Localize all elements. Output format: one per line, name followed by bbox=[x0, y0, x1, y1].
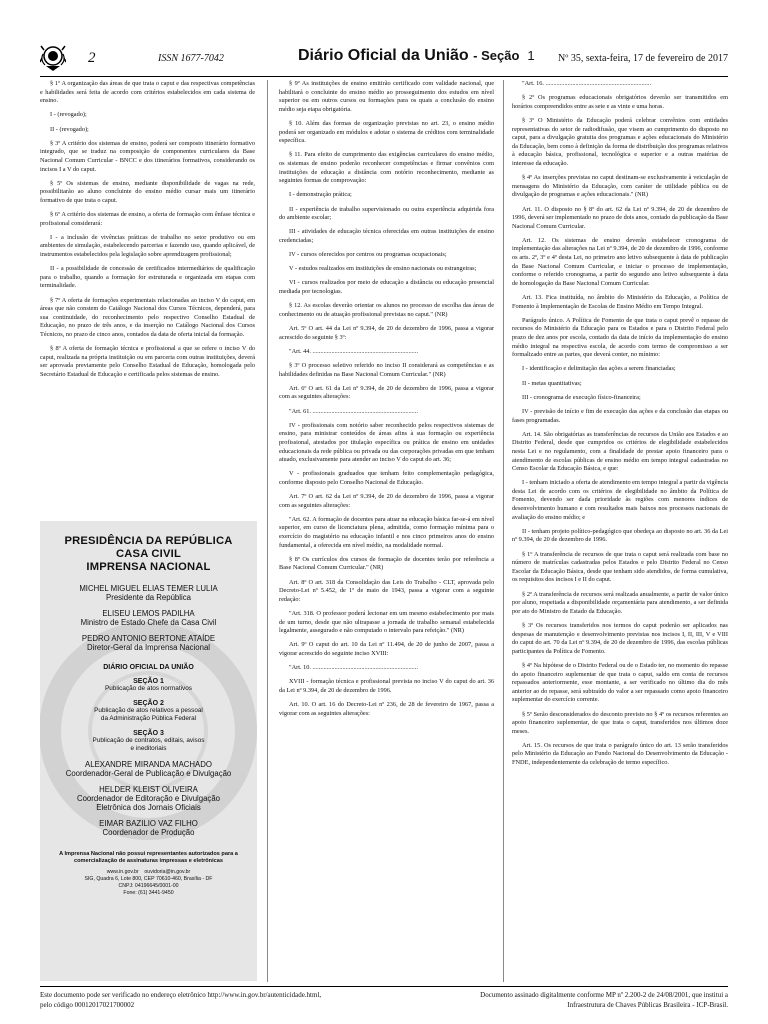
paragraph: V - profissionais graduados que tenham feito complementação pedagógica, conforme disposto pelo Conselho Nacional de Educação. bbox=[279, 470, 494, 486]
verification-line: Este documento pode ser verificado no endereço eletrônico http://www.in.gov.br/autenticidade.html, bbox=[40, 991, 322, 999]
paragraph: VI - cursos realizados por meio de educação a distância ou educação presencial mediada por tecnologias. bbox=[279, 279, 494, 296]
paragraph: Parágrafo único. A Política de Fomento de que trata o caput prevê o repasse de recursos do Ministério da Educação para os Estados e para o Distrito Federal pelo prazo de dez anos por escola, contado da data de início da implementação do ensino médio integral na respectiva escola, de acordo com termo de compromisso a ser formalizado entre as partes, que deverá conter, no mínimo: bbox=[512, 316, 728, 359]
signature-line: Infraestrutura de Chaves Públicas Brasileira - ICP-Brasil. bbox=[567, 1001, 728, 1009]
staff-name: HELDER KLEIST OLIVEIRA bbox=[99, 785, 198, 794]
paragraph: II - metas quantitativas; bbox=[522, 379, 582, 387]
column-divider bbox=[267, 80, 268, 982]
column-1 bbox=[40, 80, 255, 385]
staff-role: Coordenador-Geral de Publicação e Divulgação bbox=[65, 769, 232, 778]
paragraph: II - experiência de trabalho supervisionado ou outra experiência adquirida fora do ambiente escolar; bbox=[279, 205, 494, 222]
page-header bbox=[40, 44, 728, 74]
footer-rule bbox=[40, 986, 728, 987]
notice-text: A Imprensa Nacional não possui representantes autorizados para a comercialização de assinaturas impressas e eletrônicas bbox=[59, 851, 238, 864]
paragraph: II - (revogado); bbox=[50, 125, 89, 133]
website-link[interactable]: www.in.gov.br bbox=[106, 869, 139, 875]
paragraph: II - a possibilidade de concessão de certificados intermediários de qualificação para o trabalho, quando a formação for estruturada e organizada em etapas com terminalidade. bbox=[40, 265, 255, 290]
paragraph: § 8º A oferta de formação técnica e profissional a que se refere o inciso V do caput, realizada na própria instituição ou em parceria com outras instituições, deverá ser aprovada previamente pelo Conselho Estadual de Educação, homologada pelo Secretário Estadual de Educação e certificada pelos sistemas de ensino. bbox=[40, 345, 255, 378]
paragraph: § 4º Na hipótese de o Distrito Federal ou de o Estado ter, no momento do repasse do apoio financeiro suplementar de que trata o caput, saldo em conta de recursos repassados anteriormente, esse montante, a ser verificado no último dia do mês anterior ao do repasse, será subtraído do valor a ser repassado como apoio financeiro suplementar do exercício corrente. bbox=[512, 661, 728, 704]
paragraph: I - tenham iniciado a oferta de atendimento em tempo integral a partir da vigência desta Lei de acordo com os critérios de elegibilidade no âmbito da Política de Fomento, devendo ser dada prioridade às regiões com menores índices de desenvolvimento humano e com resultados mais baixos nos processos nacionais de avaliação do ensino médio; e bbox=[512, 479, 728, 521]
paragraph: IV - profissionais com notório saber reconhecido pelos respectivos sistemas de ensino, para ministrar conteúdos de áreas afins à sua formação ou experiência profissional, atestados por titulação específica ou prática de ensino em unidades educacionais da rede pública ou privada ou das corporações privadas em que tenham atuado, exclusivamente para atender ao inciso V do caput do art. 36; bbox=[279, 421, 494, 464]
paragraph: III - atividades de educação técnica oferecidas em outras instituições de ensino credenciadas; bbox=[279, 228, 494, 244]
paragraph: § 2º A transferência de recursos será realizada anualmente, a partir de valor único por aluno, respeitada a disponibilidade orçamentária para atendimento, a ser definida por ato do Ministro de Estado da Educação. bbox=[512, 590, 728, 615]
paragraph: Art. 12. Os sistemas de ensino deverão estabelecer cronograma de implementação das alterações na Lei nº 9.394, de 20 de dezembro de 1996, conforme os arts. 2º, 3º e 4º desta Lei, no primeiro ano letivo subsequente à data de publicação da Base Nacional Comum Curricular, e iniciar o processo de implementação, conforme o referido cronograma, a partir do segundo ano letivo subsequente à data de homologação da Base Nacional Comum Curricular. bbox=[512, 236, 728, 287]
masthead-title-line: CASA CIVIL bbox=[116, 548, 181, 560]
paragraph: I - identificação e delimitação das ações a serem financiadas; bbox=[522, 365, 676, 373]
official-name: PEDRO ANTONIO BERTONE ATAÍDE bbox=[81, 634, 216, 643]
cnpj-text: CNPJ: 04196645/0001-00 bbox=[118, 883, 179, 889]
paragraph: § 2º Os programas educacionais obrigatórios deverão ser transmitidos em horários compreendidos entre as sete e as vinte e uma horas. bbox=[512, 94, 728, 110]
official-name: MICHEL MIGUEL ELIAS TEMER LULIA bbox=[79, 584, 218, 593]
paragraph: III - cronograma de execução físico-financeira; bbox=[522, 393, 641, 401]
section-name: SEÇÃO 3 bbox=[133, 730, 164, 737]
section-name: SEÇÃO 2 bbox=[133, 700, 164, 707]
email-link[interactable]: ouvidoria@in.gov.br bbox=[144, 869, 191, 875]
paragraph: Art. 9º O caput do art. 10 da Lei nº 11.494, de 20 de junho de 2007, passa a vigorar acrescido do seguinte inciso XVIII: bbox=[279, 641, 494, 657]
paragraph: "Art. 10. ................................................................... bbox=[289, 664, 419, 672]
signature-line: Documento assinado digitalmente conforme MP nº 2.200-2 de 24/08/2001, que institui a bbox=[480, 991, 728, 999]
verification-code: pelo código 00012017021700002 bbox=[40, 1001, 135, 1009]
page-number: 2 bbox=[88, 50, 96, 66]
paragraph: Art. 5º O art. 44 da Lei nº 9.394, de 20 de dezembro de 1996, passa a vigorar acrescido do seguinte § 3º: bbox=[279, 325, 494, 341]
section-desc: Publicação de atos relativos a pessoal da Administração Pública Federal bbox=[94, 707, 203, 722]
paragraph: § 5º Os sistemas de ensino, mediante disponibilidade de vagas na rede, possibilitarão ao aluno concluinte do ensino médio cursar mais um itinerário formativo de que trata o caput. bbox=[40, 179, 255, 204]
paragraph: § 3º O processo seletivo referido no inciso II considerará as competências e as habilidades definidas na Base Nacional Comum Curricular." (NR) bbox=[279, 361, 494, 378]
paragraph: § 3º O Ministério da Educação poderá celebrar convênios com entidades representativas do setor de radiodifusão, que visem ao cumprimento do disposto no caput, para a divulgação gratuita dos programas e ações educacionais do Ministério da Educação, bem como à definição da forma de distribuição dos programas relativos à educação básica, profissional, tecnológica e superior e a outras matérias de interesse da educação. bbox=[512, 116, 728, 167]
paragraph: § 11. Para efeito de cumprimento das exigências curriculares do ensino médio, os sistemas de ensino poderão reconhecer competências e firmar convênios com instituições de educação a distância com notório reconhecimento, mediante as seguintes formas de comprovação: bbox=[279, 151, 494, 185]
paragraph: V - estudos realizados em instituições de ensino nacionais ou estrangeiras; bbox=[289, 265, 477, 273]
paragraph: Art. 13. Fica instituída, no âmbito do Ministério da Educação, a Política de Fomento à Implementação de Escolas de Ensino Médio em Tempo Integral. bbox=[512, 294, 728, 310]
masthead-box bbox=[40, 521, 257, 981]
section-name: SEÇÃO 1 bbox=[133, 678, 164, 685]
coat-of-arms-icon bbox=[40, 44, 66, 72]
official-role: Ministro de Estado Chefe da Casa Civil bbox=[80, 618, 217, 627]
dou-heading: DIÁRIO OFICIAL DA UNIÃO bbox=[103, 664, 194, 671]
journal-title-text: Diário Oficial da União bbox=[298, 47, 469, 64]
paragraph: § 1º A transferência de recursos de que trata o caput será realizada com base no número de matrículas cadastradas pelos Estados e pelo Distrito Federal no Censo Escolar da Educação Básica, desde que tenham sido atendidos, de forma cumulativa, os requisitos dos incisos I e II do caput. bbox=[512, 550, 728, 584]
section-desc: Publicação de contratos, editais, avisos e ineditoriais bbox=[92, 737, 205, 752]
paragraph: § 12. As escolas deverão orientar os alunos no processo de escolha das áreas de conhecimento ou de atuação profissional previstas no caput." (NR) bbox=[279, 302, 494, 318]
paragraph: § 10. Além das formas de organização previstas no art. 23, o ensino médio poderá ser organizado em módulos e adotar o sistema de créditos com terminalidade específica. bbox=[279, 119, 494, 145]
masthead-title-line: PRESIDÊNCIA DA REPÚBLICA bbox=[64, 535, 233, 547]
address-text: SIG, Quadra 6, Lote 800, CEP 70610-460, Brasília - DF bbox=[84, 876, 213, 882]
paragraph: § 7º A oferta de formações experimentais relacionadas ao inciso V do caput, em áreas que não constem do Catálogo Nacional dos Cursos Técnicos, dependerá, para sua continuidade, do reconhecimento pelo respectivo Conselho Estadual de Educação, no prazo de três anos, e da inserção no Catálogo Nacional dos Cursos Técnicos, no prazo de cinco anos, contados da data de oferta inicial da formação. bbox=[40, 296, 255, 338]
signature-note bbox=[428, 990, 728, 1010]
issn-label: ISSN 1677-7042 bbox=[158, 53, 224, 64]
paragraph: XVIII - formação técnica e profissional prevista no inciso V do caput do art. 36 da Lei nº 9.394, de 20 de dezembro de 1996. bbox=[279, 678, 494, 694]
paragraph: § 4º As inserções previstas no caput destinam-se exclusivamente à veiculação de mensagens do Ministério da Educação, com caráter de utilidade pública ou de divulgação de programas e ações educacionais." (NR) bbox=[512, 174, 728, 199]
staff-name: ALEXANDRE MIRANDA MACHADO bbox=[85, 760, 212, 769]
paragraph: § 8º Os currículos dos cursos de formação de docentes terão por referência a Base Nacional Comum Curricular." (NR) bbox=[279, 555, 494, 572]
section-label: - Seção bbox=[473, 48, 520, 63]
header-rule bbox=[40, 76, 728, 77]
paragraph: Art. 6º O art. 61 da Lei nº 9.394, de 20 de dezembro de 1996, passa a vigorar com as seguintes alterações: bbox=[279, 384, 494, 401]
column-3 bbox=[512, 80, 728, 773]
staff-name: EIMAR BAZILIO VAZ FILHO bbox=[99, 819, 198, 828]
paragraph: § 3º Os recursos transferidos nos termos do caput poderão ser aplicados nas despesas de manutenção e desenvolvimento previstas nos incisos I, II, III, V e VIII do caput do art. 70 da Lei nº 9.394, de 20 de dezembro de 1996, das escolas públicas participantes da Política de Fomento. bbox=[512, 621, 728, 655]
staff-role: Coordenador de Produção bbox=[102, 828, 195, 837]
paragraph: "Art. 318. O professor poderá lecionar em um mesmo estabelecimento por mais de um turno, desde que não ultrapasse a jornada de trabalho semanal estabelecida legalmente, assegurado e não computado o intervalo para refeição." (NR) bbox=[279, 609, 494, 635]
paragraph: Art. 11. O disposto no § 8º do art. 62 da Lei nº 9.394, de 20 de dezembro de 1996, deverá ser implementado no prazo de dois anos, contado da publicação da Base Nacional Comum Curricular. bbox=[512, 205, 728, 230]
paragraph: § 3º A critério dos sistemas de ensino, poderá ser composto itinerário formativo integrado, que se traduz na composição de componentes curriculares da Base Nacional Comum Curricular - BNCC e dos itinerários formativos, considerando os incisos I a V do caput. bbox=[40, 139, 255, 173]
paragraph: Art. 8º O art. 318 da Consolidação das Leis do Trabalho - CLT, aprovada pelo Decreto-Lei nº 5.452, de 1º de maio de 1943, passa a vigorar com a seguinte redação: bbox=[279, 578, 494, 603]
paragraph: § 1º A organização das áreas de que trata o caput e das respectivas competências e habilidades será feita de acordo com critérios estabelecidos em cada sistema de ensino. bbox=[40, 80, 255, 105]
paragraph: Art. 15. Os recursos de que trata o parágrafo único do art. 13 serão transferidos pelo Ministério da Educação ao Fundo Nacional do Desenvolvimento da Educação - FNDE, independentemente da celebração de termo específico. bbox=[512, 741, 728, 767]
journal-title bbox=[298, 47, 535, 65]
column-divider bbox=[503, 80, 504, 982]
paragraph: § 5º Serão desconsiderados do desconto previsto no § 4º os recursos referentes ao apoio financeiro suplementar, de que trata o caput, transferidos nos últimos doze meses. bbox=[512, 710, 728, 735]
paragraph: § 9º As instituições de ensino emitirão certificado com validade nacional, que habilitará o concluinte do ensino médio ao prosseguimento dos estudos em nível superior ou em outros cursos ou formações para os quais a conclusão do ensino médio seja etapa obrigatória. bbox=[279, 80, 494, 113]
contact-line bbox=[40, 869, 257, 876]
paragraph: IV - previsão de início e fim de execução das ações e da conclusão das etapas ou fases programadas. bbox=[512, 407, 728, 424]
masthead-title bbox=[40, 535, 257, 574]
paragraph: II - tenham projeto político-pedagógico que obedeça ao disposto no art. 36 da Lei nº 9.394, de 20 de dezembro de 1996. bbox=[512, 527, 728, 544]
masthead-footer bbox=[40, 851, 257, 897]
official-role: Presidente da República bbox=[106, 593, 191, 602]
paragraph: "Art. 61. ................................................................... bbox=[289, 407, 419, 415]
paragraph: § 6º A critério dos sistemas de ensino, a oferta de formação com ênfase técnica e profissional considerará: bbox=[40, 211, 255, 227]
official-name: ELISEU LEMOS PADILHA bbox=[102, 609, 195, 618]
phone-text: Fone: (61) 3441-9450 bbox=[123, 890, 174, 896]
section-number: 1 bbox=[527, 48, 535, 63]
column-2 bbox=[279, 80, 494, 724]
verification-note bbox=[40, 990, 340, 1010]
paragraph: "Art. 44. ................................................................... bbox=[289, 347, 419, 355]
section-desc: Publicação de atos normativos bbox=[104, 685, 193, 692]
paragraph: Art. 7º O art. 62 da Lei nº 9.394, de 20 de dezembro de 1996, passa a vigorar com as seguintes alterações: bbox=[279, 493, 494, 509]
issue-date: Nº 35, sexta-feira, 17 de fevereiro de 2017 bbox=[558, 53, 728, 64]
paragraph: Art. 10. O art. 16 do Decreto-Lei nº 236, de 28 de fevereiro de 1967, passa a vigorar com as seguintes alterações: bbox=[279, 701, 494, 717]
official-role: Diretor-Geral da Imprensa Nacional bbox=[86, 643, 211, 652]
paragraph: "Art. 62. A formação de docentes para atuar na educação básica far-se-á em nível superior, em curso de licenciatura plena, admitida, como formação mínima para o exercício do magistério na educação infantil e nos cinco primeiros anos do ensino fundamental, a oferecida em nível médio, na modalidade normal. bbox=[279, 515, 494, 549]
paragraph: I - (revogado); bbox=[50, 111, 87, 119]
paragraph: IV - cursos oferecidos por centros ou programas ocupacionais; bbox=[289, 251, 447, 259]
paragraph: "Art. 16. ................................................................... bbox=[522, 80, 652, 87]
paragraph: I - a inclusão de vivências práticas de trabalho no setor produtivo ou em ambientes de simulação, estabelecendo parcerias e fazendo uso, quando aplicável, de instrumentos estabelecidos pela legislação sobre aprendizagem profissional; bbox=[40, 233, 255, 259]
staff-role: Coordenador de Editoração e Divulgação Eletrônica dos Jornais Oficiais bbox=[76, 794, 221, 812]
masthead-title-line: IMPRENSA NACIONAL bbox=[86, 561, 211, 573]
paragraph: Art. 14. São obrigatórias as transferências de recursos da União aos Estados e ao Distrito Federal, desde que cumpridos os critérios de elegibilidade estabelecidos nesta Lei e no regulamento, com a finalidade de prestar apoio financeiro para o atendimento de escolas públicas de ensino médio em tempo integral cadastradas no Censo Escolar da Educação Básica, e que: bbox=[512, 430, 728, 473]
paragraph: I - demonstração prática; bbox=[289, 191, 352, 199]
